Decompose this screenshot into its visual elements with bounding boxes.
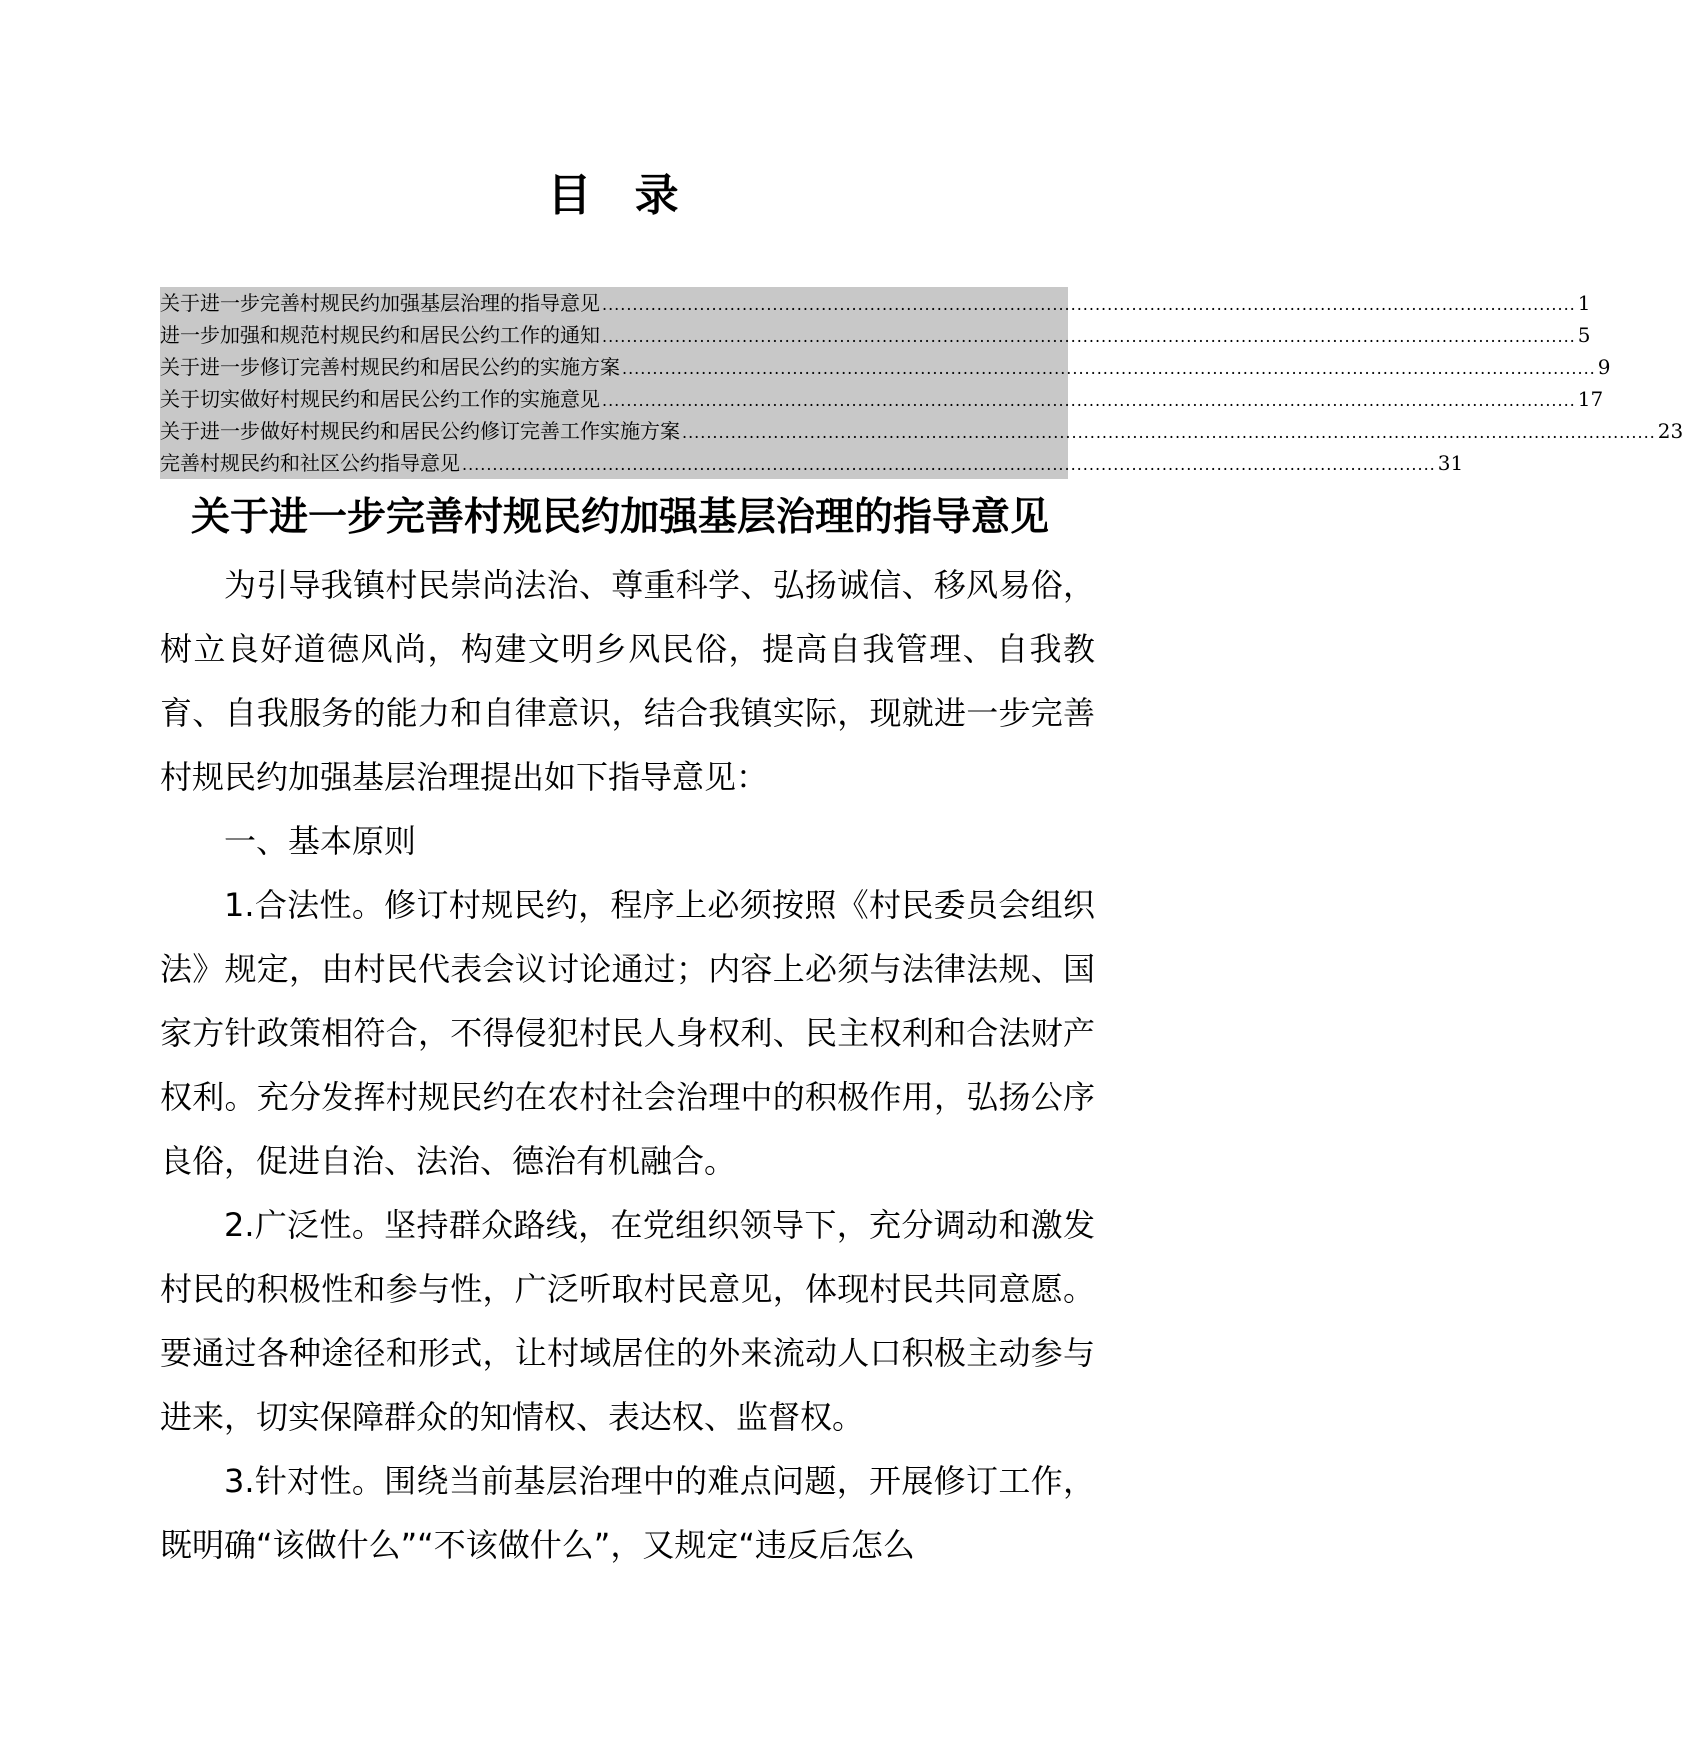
toc-leader-dots: ................................................................................................................................................................	[602, 327, 1576, 346]
toc-entry-page: 9	[1597, 355, 1611, 379]
toc-entry-title: 关于进一步做好村规民约和居民公约修订完善工作实施方案	[160, 419, 680, 443]
toc-entry[interactable]	[160, 415, 1683, 447]
toc-leader-dots: ................................................................................................................................................................	[462, 455, 1436, 474]
table-of-contents	[160, 287, 1683, 479]
toc-entry-title: 关于切实做好村规民约和居民公约工作的实施意见	[160, 387, 600, 411]
toc-leader-dots: ................................................................................................................................................................	[622, 359, 1596, 378]
section-heading: 一、基本原则	[224, 822, 417, 860]
document-body	[160, 553, 1095, 1577]
toc-entry[interactable]	[160, 383, 1604, 415]
toc-entry-page: 23	[1657, 419, 1683, 443]
toc-entry-page: 17	[1577, 387, 1604, 411]
toc-entry[interactable]	[160, 447, 1464, 479]
toc-entry-title: 关于进一步修订完善村规民约和居民公约的实施方案	[160, 355, 620, 379]
toc-entry-page: 31	[1437, 451, 1464, 475]
toc-leader-dots: ................................................................................................................................................................	[682, 423, 1656, 442]
toc-title: 目 录	[547, 170, 693, 221]
toc-entry[interactable]	[160, 319, 1591, 351]
toc-entry[interactable]	[160, 287, 1591, 319]
toc-entry-page: 1	[1577, 291, 1591, 315]
body-paragraph: 为引导我镇村民崇尚法治、尊重科学、弘扬诚信、移风易俗，树立良好道德风尚，构建文明乡风民俗，提高自我管理、自我教育、自我服务的能力和自律意识，结合我镇实际，现就进一步完善村规民约加强基层治理提出如下指导意见：	[160, 566, 1095, 796]
toc-entry[interactable]	[160, 351, 1611, 383]
toc-leader-dots: ................................................................................................................................................................	[602, 391, 1576, 410]
toc-entry-page: 5	[1577, 323, 1591, 347]
toc-entry-title: 进一步加强和规范村规民约和居民公约工作的通知	[160, 323, 600, 347]
toc-entry-title: 完善村规民约和社区公约指导意见	[160, 451, 460, 475]
document-title: 关于进一步完善村规民约加强基层治理的指导意见	[190, 495, 1049, 540]
body-paragraph: 3.针对性。围绕当前基层治理中的难点问题，开展修订工作，既明确“该做什么”“不该做什么”，又规定“违反后怎么	[160, 1462, 1095, 1564]
toc-leader-dots: ................................................................................................................................................................	[602, 295, 1576, 314]
toc-entry-title: 关于进一步完善村规民约加强基层治理的指导意见	[160, 291, 600, 315]
body-paragraph: 1.合法性。修订村规民约，程序上必须按照《村民委员会组织法》规定，由村民代表会议讨论通过；内容上必须与法律法规、国家方针政策相符合，不得侵犯村民人身权利、民主权利和合法财产权利。充分发挥村规民约在农村社会治理中的积极作用，弘扬公序良俗，促进自治、法治、德治有机融合。	[160, 886, 1095, 1180]
body-paragraph: 2.广泛性。坚持群众路线，在党组织领导下，充分调动和激发村民的积极性和参与性，广泛听取村民意见，体现村民共同意愿。要通过各种途径和形式，让村域居住的外来流动人口积极主动参与进来，切实保障群众的知情权、表达权、监督权。	[160, 1206, 1095, 1436]
